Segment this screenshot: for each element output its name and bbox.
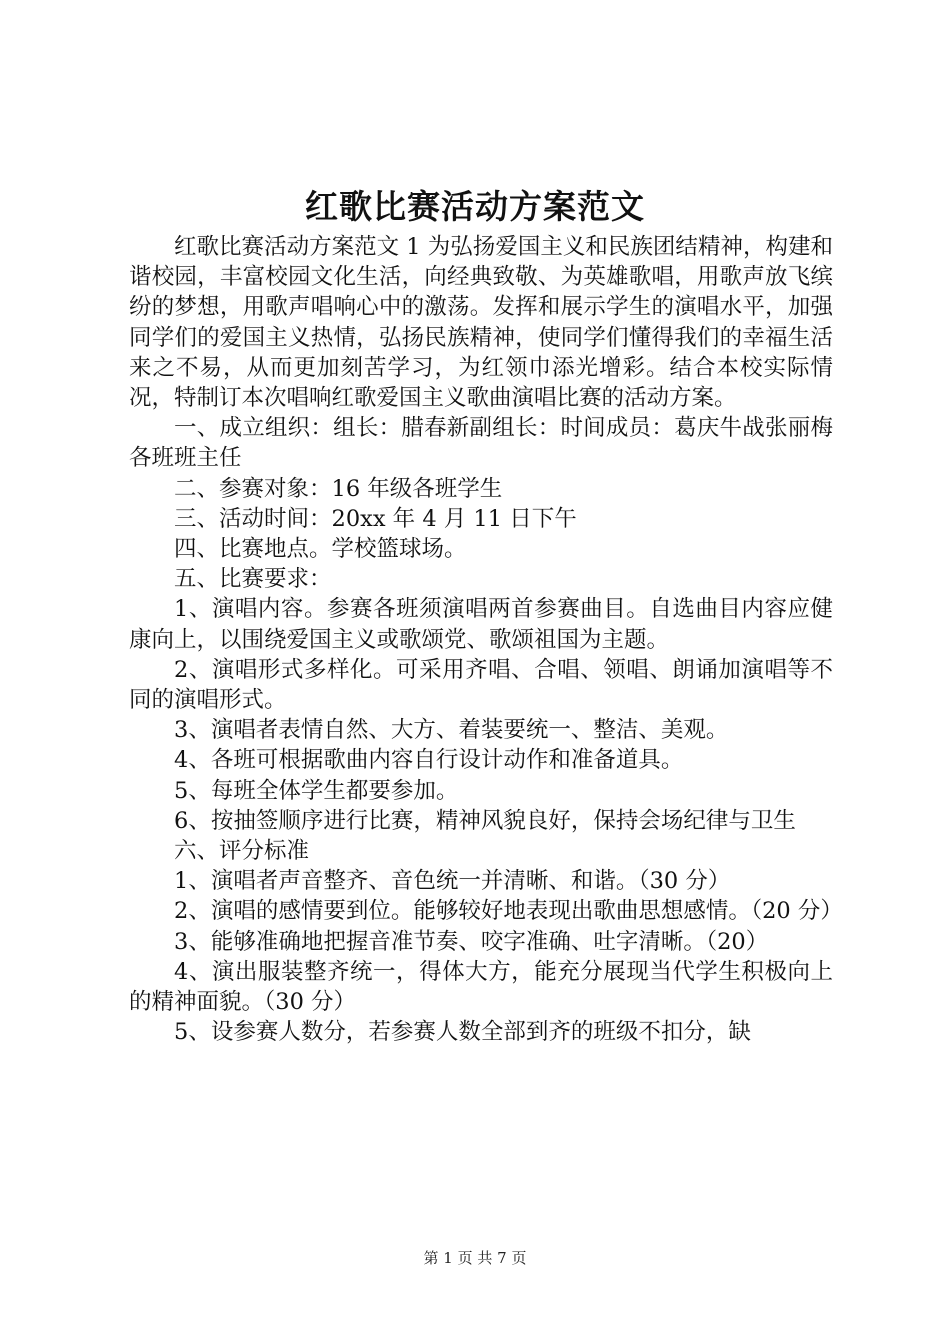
- page-footer: 第 1 页 共 7 页: [423, 1249, 527, 1267]
- paragraph-requirement-4: 4、各班可根据歌曲内容自行设计动作和准备道具。: [174, 747, 684, 774]
- paragraph-requirement-6: 6、按抽签顺序进行比赛，精神风貌良好，保持会场纪律与卫生: [174, 807, 796, 834]
- paragraph-organization: 一、成立组织：组长：腊春新副组长：时间成员：葛庆牛战张丽梅各班班主任: [129, 415, 833, 472]
- paragraph-participants: 二、参赛对象：16 年级各班学生: [174, 475, 503, 502]
- paragraph-intro: 红歌比赛活动方案范文 1 为弘扬爱国主义和民族团结精神，构建和谐校园，丰富校园文化生活，向经典致敬、为英雄歌唱，用歌声放飞缤纷的梦想，用歌声唱响心中的激荡。发挥和展示学生的演唱水平，加强同学们的爱国主义热情，弘扬民族精神，使同学们懂得我们的幸福生活来之不易，从而更加刻苦学习，为红领巾添光增彩。结合本校实际情况，特制订本次唱响红歌爱国主义歌曲演唱比赛的活动方案。: [129, 234, 833, 412]
- paragraph-requirement-2: 2、演唱形式多样化。可采用齐唱、合唱、领唱、朗诵加演唱等不同的演唱形式。: [129, 656, 833, 714]
- paragraph-scoring-2: 2、演唱的感情要到位。能够较好地表现出歌曲思想感情。（20 分）: [174, 898, 843, 925]
- paragraph-requirement-5: 5、每班全体学生都要参加。: [174, 777, 459, 804]
- paragraph-scoring-5: 5、设参赛人数分，若参赛人数全部到齐的班级不扣分，缺: [174, 1019, 751, 1046]
- paragraph-requirement-1: 1、演唱内容。参赛各班须演唱两首参赛曲目。自选曲目内容应健康向上，以围绕爱国主义或歌颂党、歌颂祖国为主题。: [129, 596, 833, 653]
- paragraph-scoring-3: 3、能够准确地把握音准节奏、咬字准确、吐字清晰。（20）: [174, 928, 769, 955]
- paragraph-location: 四、比赛地点。学校篮球场。: [174, 536, 467, 563]
- document-title: 红歌比赛活动方案范文: [305, 187, 645, 226]
- paragraph-scoring-1: 1、演唱者声音整齐、音色统一并清晰、和谐。（30 分）: [174, 868, 731, 895]
- document-body: [129, 232, 843, 1047]
- paragraph-scoring-4: 4、演出服装整齐统一，得体大方，能充分展现当代学生积极向上的精神面貌。（30 分）: [129, 958, 833, 1016]
- paragraph-scoring-heading: 六、评分标准: [174, 838, 310, 865]
- paragraph-time: 三、活动时间：20xx 年 4 月 11 日下午: [174, 505, 577, 532]
- paragraph-requirements-heading: 五、比赛要求：: [174, 566, 332, 593]
- paragraph-requirement-3: 3、演唱者表情自然、大方、着装要统一、整洁、美观。: [174, 717, 729, 744]
